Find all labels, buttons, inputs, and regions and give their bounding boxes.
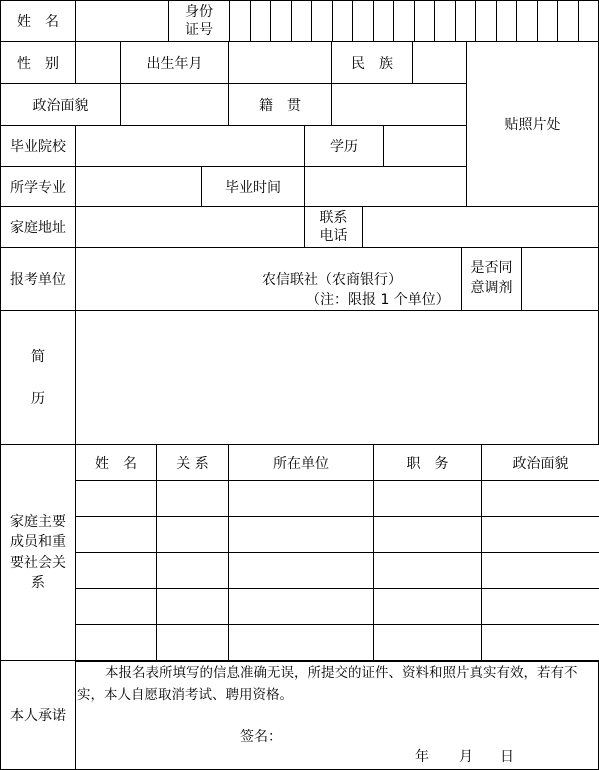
school-label-cell [0,125,76,167]
family-label-line: 成员和重 [10,534,66,551]
date-month: 月 [459,749,473,765]
phone-label-line-1: 联系 [319,209,348,226]
phone-field[interactable] [362,206,599,248]
political-field[interactable] [120,83,229,126]
family-political-field[interactable] [481,624,599,662]
grad-time-label: 毕业时间 [225,179,281,196]
id-digit-cell[interactable] [557,0,579,42]
apply-value: 农信联社（农商银行） [262,272,402,288]
adjust-field[interactable] [521,247,599,311]
pledge-label: 本人承诺 [10,708,66,724]
native-label-cell [228,83,332,126]
family-header-cell [156,444,229,481]
id-digit-cell[interactable] [475,0,497,42]
family-header-label: 所在单位 [273,455,329,472]
school-label: 毕业院校 [10,139,66,155]
ethnic-label: 民 族 [351,55,393,72]
political-label: 政治面貌 [32,97,89,114]
family-political-field[interactable] [481,588,599,625]
phone-label-line-2: 电话 [319,228,348,244]
id-digit-cell[interactable] [291,0,312,42]
pledge-field [75,660,599,770]
family-workplace-field[interactable] [228,588,374,625]
education-label-cell [304,125,384,167]
family-header-cell [481,444,599,481]
sign-label[interactable]: 签名： [240,729,282,745]
family-workplace-field[interactable] [228,516,374,553]
family-position-field[interactable] [373,552,482,589]
family-political-field[interactable] [481,480,599,517]
apply-field[interactable] [75,247,462,311]
family-header-cell [373,444,482,481]
family-position-field[interactable] [373,480,482,517]
resume-label-line-1: 简 [31,349,45,365]
address-label: 家庭地址 [10,220,66,236]
education-label: 学历 [330,139,358,155]
family-workplace-field[interactable] [228,480,374,517]
family-position-field[interactable] [373,588,482,625]
date-year: 年 [415,749,429,765]
family-name-field[interactable] [75,588,157,625]
gender-field[interactable] [75,41,121,84]
date-day: 日 [500,749,514,765]
family-header-cell [75,444,157,481]
major-label-cell [0,166,76,207]
family-political-field[interactable] [481,552,599,589]
resume-label-cell [0,310,76,445]
major-label: 所学专业 [10,179,66,196]
id-label-line-2: 证号 [185,22,213,38]
id-digit-cell[interactable] [229,0,251,42]
birth-label: 出生年月 [146,55,203,72]
resume-label-line-2: 历 [31,391,45,407]
id-digit-cell[interactable] [578,0,599,42]
id-digit-cell[interactable] [537,0,558,42]
family-header-cell [228,444,374,481]
family-header-label: 关 系 [176,455,209,472]
pledge-text: 本报名表所填写的信息准确无误，所提交的证件、资料和照片真实有效，若有不实，本人自愿取消考试、聘用资格。 [77,665,578,703]
id-digit-cell[interactable] [373,0,394,42]
id-digit-cell[interactable] [516,0,538,42]
political-label-cell [0,83,121,126]
photo-cell[interactable] [466,41,599,207]
family-name-field[interactable] [75,624,157,662]
id-digit-cell[interactable] [332,0,353,42]
family-label-line: 系 [31,574,45,591]
family-header-label: 职 务 [406,455,449,472]
major-field[interactable] [75,166,202,207]
ethnic-field[interactable] [412,41,467,84]
id-digit-cell[interactable] [311,0,333,42]
gender-label: 性 别 [17,55,59,72]
grad-time-label-cell [201,166,305,207]
family-relation-field[interactable] [156,588,229,625]
family-label-line: 要社会关 [10,554,66,571]
id-digit-cell[interactable] [414,0,435,42]
education-field[interactable] [383,125,467,167]
family-name-field[interactable] [75,516,157,553]
school-field[interactable] [75,125,305,167]
family-label-cell [0,444,76,661]
pledge-label-cell [0,660,76,770]
id-digit-cell[interactable] [434,0,456,42]
family-header-label: 政治面貌 [512,455,569,472]
family-workplace-field[interactable] [228,624,374,662]
family-position-field[interactable] [373,624,482,662]
id-label-cell [168,0,230,42]
address-label-cell [0,206,76,248]
family-political-field[interactable] [481,516,599,553]
birth-label-cell [120,41,229,84]
apply-label-cell [0,247,76,311]
family-header-label: 姓 名 [95,455,137,472]
apply-note: （注：限报 1 个单位） [306,292,450,308]
name-label-cell [0,0,76,42]
address-field[interactable] [75,206,305,248]
family-relation-field[interactable] [156,516,229,553]
native-field[interactable] [331,83,467,126]
id-digit-cell[interactable] [393,0,415,42]
family-relation-field[interactable] [156,624,229,662]
family-relation-field[interactable] [156,552,229,589]
name-field[interactable] [75,0,169,42]
adjust-label-line-2: 意调剂 [470,280,513,296]
native-label: 籍 贯 [259,97,301,114]
family-position-field[interactable] [373,516,482,553]
adjust-label-cell [461,247,522,311]
apply-label: 报考单位 [10,272,66,288]
adjust-label-line-1: 是否同 [470,260,513,277]
id-label-line-1: 身份 [185,3,213,20]
phone-label-cell [304,206,363,248]
family-name-field[interactable] [75,552,157,589]
grad-time-field[interactable] [304,166,467,207]
id-digit-cell[interactable] [496,0,517,42]
birth-field[interactable] [228,41,332,84]
family-workplace-field[interactable] [228,552,374,589]
family-name-field[interactable] [75,480,157,517]
id-digit-cell[interactable] [455,0,476,42]
gender-label-cell [0,41,76,84]
ethnic-label-cell [331,41,413,84]
family-label-line: 家庭主要 [10,513,66,530]
id-digit-cell[interactable] [250,0,271,42]
name-label: 姓 名 [17,14,59,30]
resume-field[interactable] [75,310,599,445]
id-digit-cell[interactable] [352,0,374,42]
family-relation-field[interactable] [156,480,229,517]
id-digit-cell[interactable] [270,0,292,42]
photo-label: 贴照片处 [504,117,561,133]
